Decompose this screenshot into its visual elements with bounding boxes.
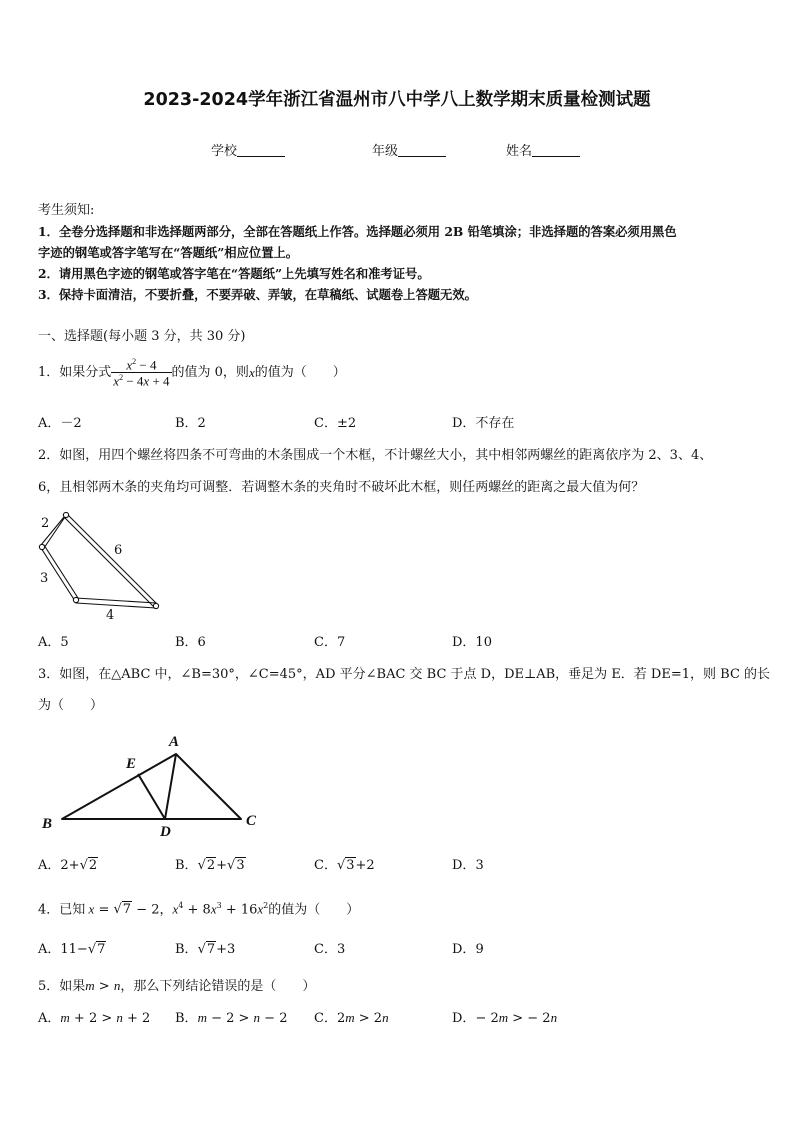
name-field[interactable] — [506, 140, 580, 159]
q1-suffix-b: 的值为（ ） — [254, 365, 346, 381]
question-5-stem: 5．如果m > n，那么下列结论错误的是（ ） — [38, 978, 316, 994]
q3-option-c[interactable]: C．√3+2 — [314, 858, 375, 873]
frame-bar-4 — [76, 598, 156, 608]
q1-prefix: 1．如果分式 — [38, 365, 112, 381]
name-label: 姓名 — [506, 144, 533, 159]
q2-option-d[interactable]: D．10 — [452, 635, 492, 650]
vertex-b: B — [42, 816, 53, 832]
q1-option-a[interactable]: A．－2 — [38, 416, 82, 431]
segment-ad — [165, 754, 176, 819]
question-3-line-2: 为（ ） — [38, 698, 104, 713]
grade-label: 年级 — [372, 144, 399, 159]
q5-option-b[interactable]: B．m − 2 > n − 2 — [175, 1010, 288, 1026]
question-2-line-1: 2．如图，用四个螺丝将四条不可弯曲的木条围成一个木框，不计螺丝大小，其中相邻两螺丝的距离依序为 2、3、4、 — [38, 448, 713, 463]
screw-bottom-left — [73, 597, 78, 602]
screw-bottom-right — [153, 603, 158, 608]
frame-bar-6 — [64, 514, 158, 608]
question-2-line-2: 6，且相邻两木条的夹角均可调整．若调整木条的夹角时不破坏此木框，则任两螺丝的距离之最大值为何？ — [38, 480, 645, 495]
section-heading: 一、选择题(每小题 3 分，共 30 分) — [38, 329, 246, 344]
q1-option-d[interactable]: D．不存在 — [452, 416, 515, 431]
notice-item-3: 3．保持卡面清洁，不要折叠，不要弄破、弄皱，在草稿纸、试题卷上答题无效。 — [38, 287, 477, 302]
q4-option-d[interactable]: D．9 — [452, 942, 484, 957]
q3-option-a[interactable]: A．2+√2 — [38, 858, 98, 873]
point-e: E — [126, 756, 137, 772]
question-1-stem — [38, 358, 346, 388]
q5-option-c[interactable]: C．2m > 2n — [314, 1010, 389, 1026]
q1-option-c[interactable]: C．±2 — [314, 416, 357, 431]
triangle-figure — [36, 728, 272, 840]
name-blank[interactable] — [532, 143, 580, 157]
page-title: 2023-2024学年浙江省温州市八中学八上数学期末质量检测试题 — [143, 90, 651, 110]
school-field[interactable] — [211, 140, 285, 159]
label-2: 2 — [41, 516, 50, 531]
screw-left — [39, 544, 44, 549]
question-4-stem: 4．已知 x = √7 − 2，$x^4 + 8x^3 + 16x^2$的值为（ ） — [38, 901, 360, 918]
q1-fraction: $\frac{x^2 - 4}{x^2 - 4x + 4}$ — [113, 357, 170, 389]
q4-option-b[interactable]: B．√7+3 — [175, 942, 236, 957]
notice-item-1-line-2: 字迹的钢笔或答字笔写在“答题纸”相应位置上。 — [38, 245, 299, 260]
school-label: 学校 — [211, 144, 238, 159]
q4-option-c[interactable]: C．3 — [314, 942, 346, 957]
vertex-a: A — [169, 734, 180, 750]
q2-option-c[interactable]: C．7 — [314, 635, 346, 650]
label-4: 4 — [106, 608, 115, 623]
q3-option-b[interactable]: B．√2+√3 — [175, 858, 245, 873]
notice-item-2: 2．请用黑色字迹的钢笔或答字笔在“答题纸”上先填写姓名和准考证号。 — [38, 266, 430, 281]
q5-option-a[interactable]: A．m + 2 > n + 2 — [38, 1010, 151, 1026]
vertex-c: C — [246, 813, 257, 829]
wood-frame-figure — [36, 510, 166, 625]
grade-blank[interactable] — [398, 143, 446, 157]
q1-variable: x — [248, 365, 255, 381]
notice-item-1-line-1: 1．全卷分选择题和非选择题两部分，全部在答题纸上作答。选择题必须用 2B 铅笔填涂；非选择题的答案必须用黑色 — [38, 224, 677, 239]
q2-option-a[interactable]: A．5 — [38, 635, 69, 650]
q1-option-b[interactable]: B．2 — [175, 416, 206, 431]
triangle-abc — [62, 754, 241, 819]
school-blank[interactable] — [237, 143, 285, 157]
q4-option-a[interactable]: A．11−√7 — [38, 942, 106, 957]
point-d: D — [160, 824, 171, 840]
notice-heading: 考生须知: — [38, 203, 95, 218]
segment-de — [138, 774, 165, 819]
question-3-line-1: 3．如图，在△ABC 中，∠B=30°，∠C=45°，AD 平分∠BAC 交 BC 于点 D，DE⊥AB，垂足为 E．若 DE=1，则 BC 的长 — [38, 667, 771, 682]
grade-field[interactable] — [372, 140, 446, 159]
q5-option-d[interactable]: D．− 2m > − 2n — [452, 1010, 558, 1026]
label-6: 6 — [114, 543, 123, 558]
q1-suffix-a: 的值为 0，则 — [171, 365, 249, 381]
screw-top — [63, 512, 68, 517]
q2-option-b[interactable]: B．6 — [175, 635, 206, 650]
label-3: 3 — [40, 571, 49, 586]
q3-option-d[interactable]: D．3 — [452, 858, 484, 873]
